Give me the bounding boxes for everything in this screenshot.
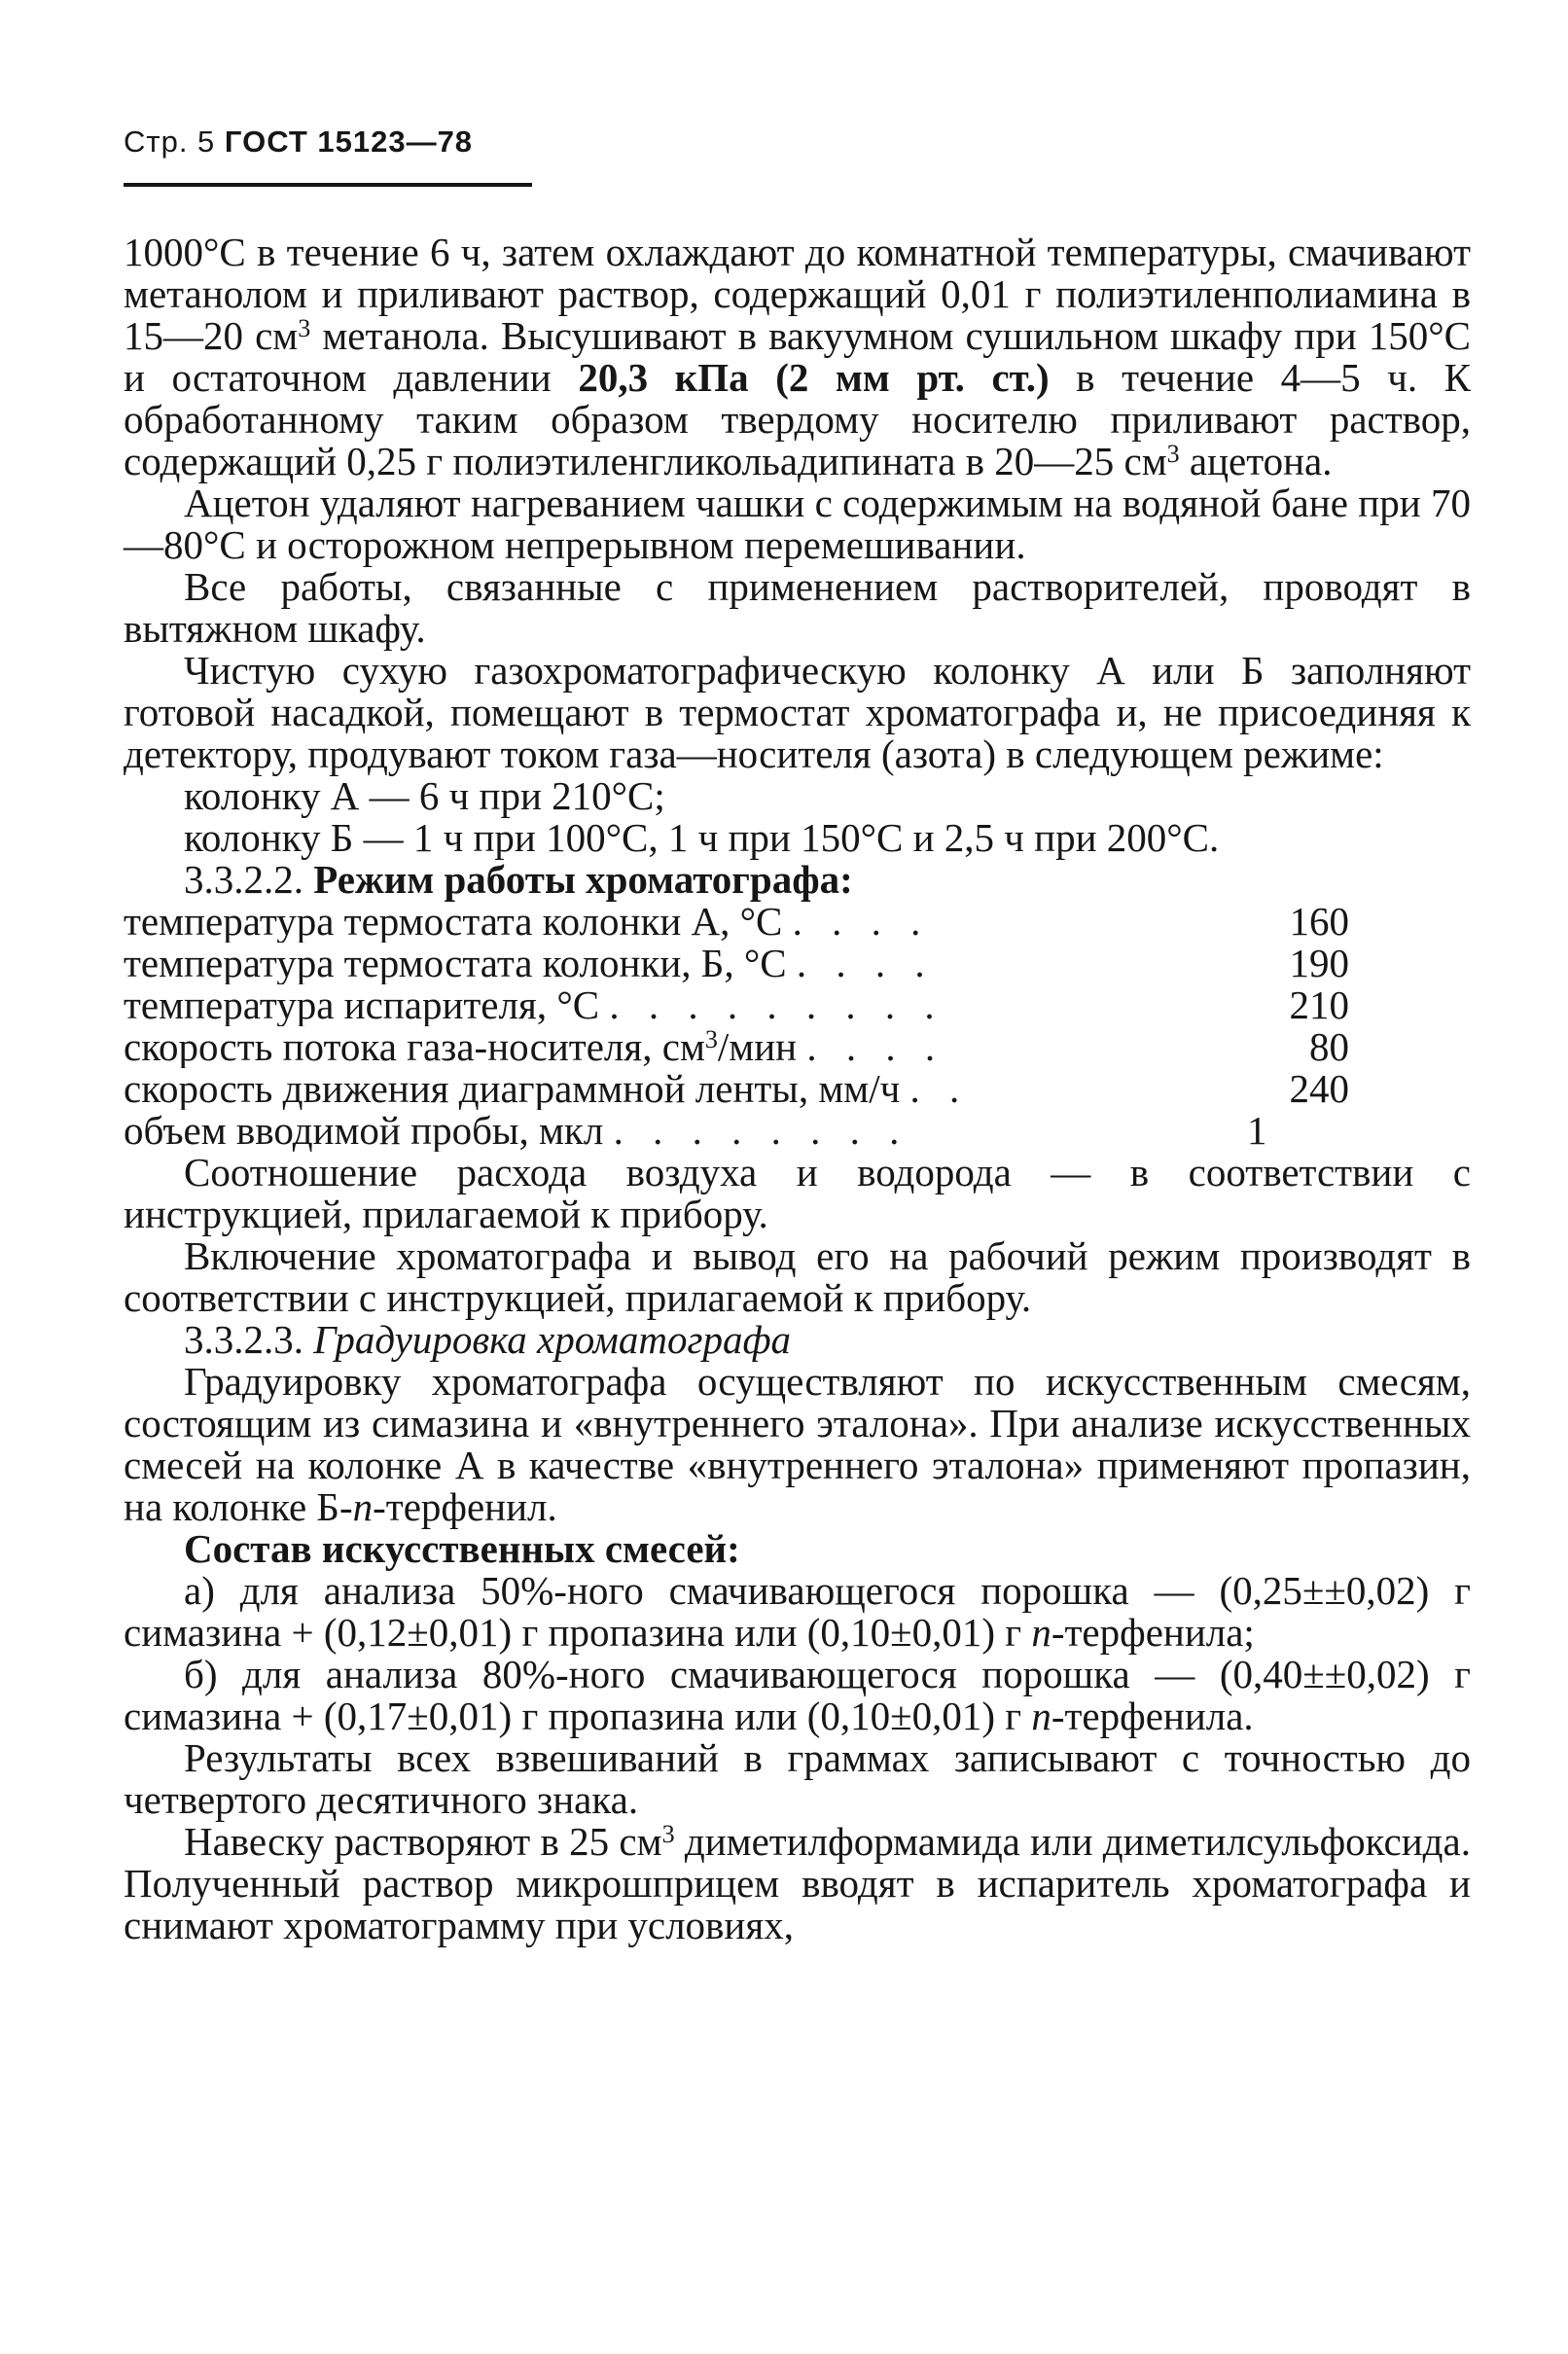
mixtures-heading: Состав искусственных смесей: — [184, 1526, 740, 1571]
param-row: температура испарителя, °С . . . . . . . . . 210 — [124, 982, 1349, 1027]
column-a-mode: колонку А — 6 ч при 210°С; — [184, 773, 665, 818]
paragraph-sample: Навеску растворяют в 25 $см^3$ диметилформамида или диметилсульфоксида. Полученный раствор микрошприцем вводят в испаритель хроматографа и снимают хроматограмму при условиях, — [124, 1819, 1471, 1947]
chromatograph-params-table — [124, 901, 1471, 1152]
param-row: температура термостата колонки А, °С . . . . 160 — [124, 899, 1349, 944]
mixture-b: б) для анализа 80%-ного смачивающегося порошка — (0,40±±0,02) г симазина + (0,17±0,01) г пропазина или (0,10±0,01) г n-терфенила. — [124, 1652, 1471, 1738]
standard-number: ГОСТ 15123—78 — [224, 125, 474, 159]
section-3-3-2-2-heading: 3.3.2.2. Режим работы хроматографа: — [184, 857, 853, 902]
pressure-value: 20,3 кПа (2 мм рт. ст.) — [578, 355, 1050, 400]
header-rule — [124, 183, 532, 187]
paragraph-acetone: Ацетон удаляют нагреванием чашки с содержимым на водяной бане при 70—80°С и осторожном непрерывном перемешивании. — [124, 481, 1471, 567]
param-row: температура термостата колонки, Б, °С . . . . 190 — [124, 941, 1349, 985]
paragraph-drying: 1000°С в течение 6 ч, затем охлаждают до комнатной температуры, смачивают метанолом и приливают раствор, содержащий 0,01 г полиэтиленполиамина в 15—20 $см^3$ метанола. Высушивают в вакуумном сушильном шкафу при 150°С и остаточном давлении 20,3 кПа (2 мм рт. ст.) в течение 4—5 ч. К обработанному таким образом твердому носителю приливают раствор, содержащий 0,25 г полиэтиленгликольадипината в 20—25 $см^3$ ацетона. — [124, 230, 1471, 483]
page-header — [124, 125, 473, 160]
param-row: скорость потока газа-носителя, $см^3$/мин . . . . 80 — [124, 1024, 1349, 1069]
param-row: скорость движения диаграммной ленты, мм/ч . . 240 — [124, 1066, 1349, 1111]
paragraph-fume-hood: Все работы, связанные с применением растворителей, проводят в вытяжном шкафу. — [124, 564, 1471, 651]
column-b-mode: колонку Б — 1 ч при 100°С, 1 ч при 150°С и 2,5 ч при 200°С. — [184, 815, 1220, 860]
section-3-3-2-3-heading: 3.3.2.3. Градуировка хроматографа — [184, 1317, 792, 1362]
paragraph-switch-on: Включение хроматографа и вывод его на рабочий режим производят в соответствии с инструкцией, прилагаемой к прибору. — [124, 1233, 1471, 1320]
mixture-a: а) для анализа 50%-ного смачивающегося порошка — (0,25±±0,02) г симазина + (0,12±0,01) г пропазина или (0,10±0,01) г n-терфенила; — [124, 1568, 1471, 1655]
document-body — [124, 232, 1471, 1946]
paragraph-column-fill: Чистую сухую газохроматографическую колонку А или Б заполняют готовой насадкой, помещают в термостат хроматографа и, не присоединяя к детектору, продувают током газа—носителя (азота) в следующем режиме: — [124, 648, 1471, 776]
page-label: Стр. 5 — [124, 125, 216, 159]
paragraph-air-hydrogen: Соотношение расхода воздуха и водорода — в соответствии с инструкцией, прилагаемой к прибору. — [124, 1150, 1471, 1236]
param-row: объем вводимой пробы, мкл . . . . . . . . 1 — [124, 1108, 1267, 1153]
paragraph-calibration: Градуировку хроматографа осуществляют по искусственным смесям, состоящим из симазина и «внутреннего эталона». При анализе искусственных смесей на колонке А в качестве «внутреннего эталона» применяют пропазин, на колонке Б-n-терфенил. — [124, 1359, 1471, 1529]
paragraph-weighing: Результаты всех взвешиваний в граммах записывают с точностью до четвертого десятичного знака. — [124, 1735, 1471, 1822]
